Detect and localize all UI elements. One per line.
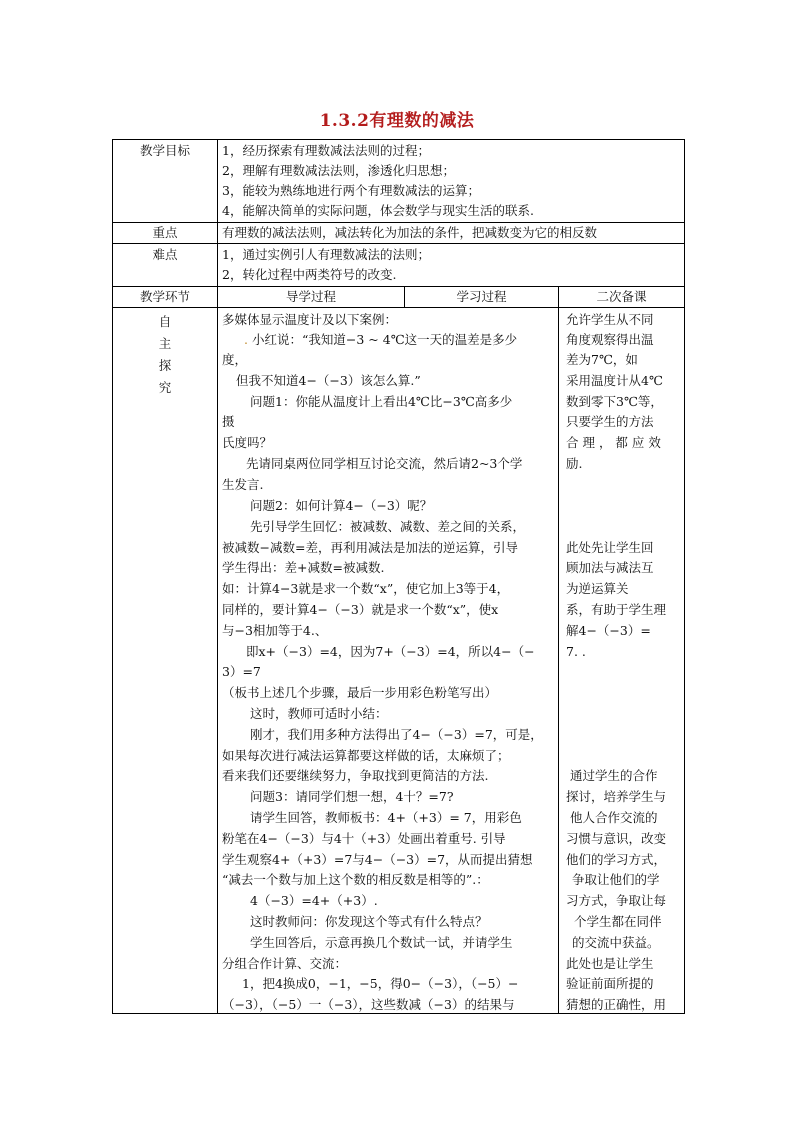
note-line: 采用温度计从4℃ xyxy=(566,373,663,388)
table-rule xyxy=(112,139,685,140)
table-rule xyxy=(112,243,685,244)
table-rule xyxy=(558,286,559,1013)
main-text-line: 学生观察4+（+3）=7与4−（−3）=7，从而提出猜想 xyxy=(222,852,533,867)
note-line: 的交流中获益。 xyxy=(572,935,660,950)
objectives-label: 教学目标 xyxy=(139,143,190,158)
note-line: 通过学生的合作 xyxy=(570,768,658,783)
document-title: 1.3.2有理数的减法 xyxy=(319,111,475,131)
main-text-line: 同样的，要计算4−（−3）就是求一个数“x”，使x xyxy=(222,602,499,617)
main-text-line: 氏度吗？ xyxy=(222,435,273,450)
table-rule xyxy=(684,139,685,1013)
main-text-line: 学生回答后，示意再换几个数试一试，并请学生 xyxy=(250,935,513,950)
note-line: 习方式，争取让每 xyxy=(566,893,667,908)
main-text-line: 先引导学生回忆：被减数、减数、差之间的关系， xyxy=(250,519,526,534)
main-text-line: 这时教师问：你发现这个等式有什么特点？ xyxy=(250,914,488,929)
header-learning-process: 学习过程 xyxy=(456,289,507,304)
main-text-line: 小红说：“我知道−3 ~ 4℃这一天的温差是多少 xyxy=(252,332,518,347)
note-line: 励. xyxy=(566,456,583,471)
difficulty-label: 难点 xyxy=(152,247,178,262)
difficulty-line: 1，通过实例引人有理数减法的法则； xyxy=(222,247,430,262)
main-text-line: 学生得出：差+减数=被减数. xyxy=(222,560,385,575)
main-text-line: 问题1：你能从温度计上看出4℃比−3℃高多少 xyxy=(250,394,513,409)
main-text-line: 问题2：如何计算4−（−3）呢？ xyxy=(250,498,433,513)
main-text-line: 如果每次进行减法运算都要这样做的话，太麻烦了； xyxy=(222,748,510,763)
table-rule xyxy=(112,139,113,1013)
main-text-line: 度， xyxy=(222,352,248,367)
main-text-line: 摄 xyxy=(222,414,235,429)
note-line: 此处也是让学生 xyxy=(566,956,654,971)
note-line: 角度观察得出温 xyxy=(566,332,654,347)
section-label-char: 探 xyxy=(158,358,172,373)
main-text-line: 看来我们还要继续努力，争取找到更简洁的方法. xyxy=(222,768,489,783)
note-line: 解4−（−3）= xyxy=(566,623,651,638)
note-line: 数到零下3℃等， xyxy=(566,394,663,409)
section-label-char: 主 xyxy=(158,336,172,351)
bullet-dot: . xyxy=(244,332,248,347)
main-text-line: 先请同桌两位同学相互讨论交流，然后请2~3个学 xyxy=(246,456,523,471)
note-line: 个学生都在同伴 xyxy=(574,914,662,929)
note-line: 验证前面所提的 xyxy=(566,976,654,991)
section-label-char: 究 xyxy=(158,380,172,395)
main-text-line: 被减数−减数=差，再利用减法是加法的逆运算，引导 xyxy=(222,540,518,555)
key-point-text: 有理数的减法法则，减法转化为加法的条件，把减数变为它的相反数 xyxy=(222,225,598,240)
difficulty-line: 2，转化过程中两类符号的改变. xyxy=(222,267,397,282)
objective-line: 3，能较为熟练地进行两个有理数减法的运算； xyxy=(222,183,480,198)
main-text-line: 但我不知道4−（−3）该怎么算.” xyxy=(236,373,421,388)
main-text-line: 即x+（−3）=4，因为7+（−3）=4，所以4−（− xyxy=(246,644,535,659)
main-text-line: 刚才，我们用多种方法得出了4−（−3）=7，可是， xyxy=(250,727,543,742)
main-text-line: 分组合作计算、交流： xyxy=(222,956,348,971)
main-text-line: 1，把4换成0，−1，−5，得0−（−3），（−5）− xyxy=(242,976,519,991)
main-text-line: 如：计算4−3就是求一个数“x”，使它加上3等于4， xyxy=(222,581,510,596)
note-line: 只要学生的方法 xyxy=(566,414,654,429)
note-line: 系，有助于学生理 xyxy=(566,602,667,617)
table-rule xyxy=(112,307,685,308)
note-line: 探讨，培养学生与 xyxy=(566,789,667,804)
note-line: 此处先让学生回 xyxy=(566,540,654,555)
note-line: 猜想的正确性，用 xyxy=(566,997,667,1012)
note-line: 争取让他们的学 xyxy=(572,872,660,887)
main-text-line: 这时，教师可适时小结： xyxy=(250,706,388,721)
main-text-line: 多媒体显示温度计及以下案例： xyxy=(222,312,398,327)
section-label-char: 自 xyxy=(158,314,172,329)
main-text-line: 粉笔在4−（−3）与4十（+3）处画出着重号. 引导 xyxy=(222,831,506,846)
note-line: 7. . xyxy=(566,644,586,659)
note-line: 习惯与意识，改变 xyxy=(566,831,667,846)
table-rule xyxy=(217,139,218,1013)
note-line: 顾加法与减法互 xyxy=(566,560,654,575)
main-text-line: 请学生回答，教师板书：4+（+3）= 7，用彩色 xyxy=(250,810,522,825)
main-text-line: “减去一个数与加上这个数的相反数是相等的”.： xyxy=(222,872,489,887)
objective-line: 2，理解有理数减法法则，渗透化归思想； xyxy=(222,163,455,178)
main-text-line: 问题3：请同学们想一想，4十？=7? xyxy=(250,789,454,804)
note-line: 合 理 ， 都 应 效 xyxy=(566,435,661,450)
header-teaching-stage: 教学环节 xyxy=(139,289,190,304)
note-line: 他们的学习方式， xyxy=(566,852,667,867)
note-line: 允许学生从不同 xyxy=(566,312,654,327)
key-point-label: 重点 xyxy=(152,225,178,240)
objective-line: 1，经历探索有理数减法法则的过程； xyxy=(222,143,430,158)
main-text-line: （板书上述几个步骤，最后一步用彩色粉笔写出） xyxy=(222,685,498,700)
main-text-line: 生发言. xyxy=(222,477,264,492)
note-line: 他人合作交流的 xyxy=(570,810,658,825)
main-text-line: 4（−3）=4+（+3）. xyxy=(250,893,378,908)
note-line: 差为7℃，如 xyxy=(566,352,638,367)
main-text-line: 3）=7 xyxy=(222,664,261,679)
header-guided-process: 导学过程 xyxy=(285,289,336,304)
main-text-line: （−3），（−5）一（−3），这些数减（−3）的结果与 xyxy=(222,997,515,1012)
note-line: 为逆运算关 xyxy=(566,581,629,596)
main-text-line: 与−3相加等于4.、 xyxy=(222,623,328,638)
header-second-prep: 二次备课 xyxy=(596,289,647,304)
objective-line: 4，能解决简单的实际问题，体会数学与现实生活的联系. xyxy=(222,203,534,218)
